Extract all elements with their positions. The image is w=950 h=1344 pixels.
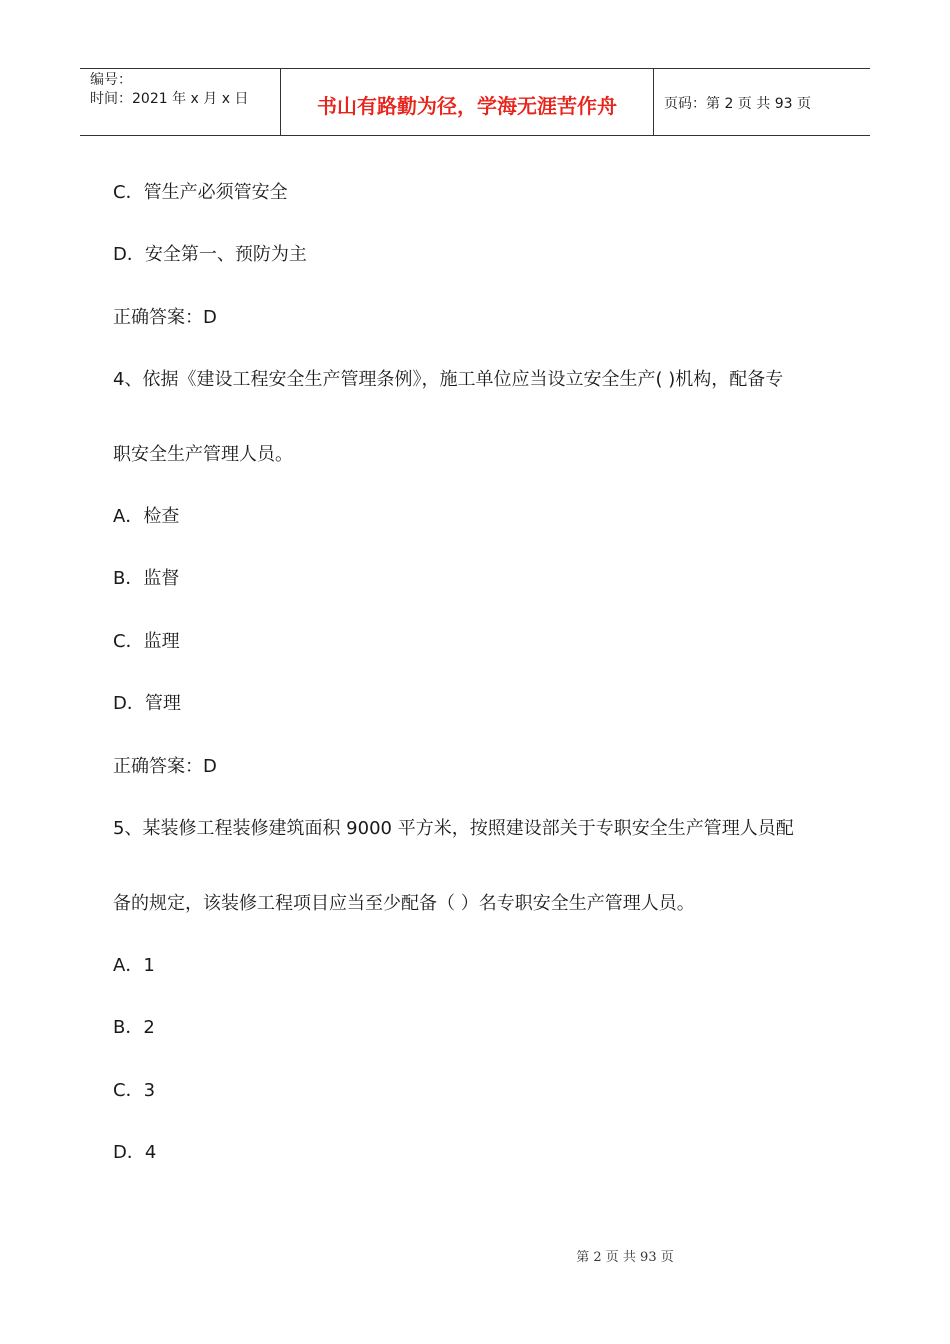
question-5-line-2: 备的规定，该装修工程项目应当至少配备（ ）名专职安全生产管理人员。 <box>113 893 695 914</box>
header-meta-cell <box>80 69 281 135</box>
option-b: B．2 <box>113 1017 155 1038</box>
option-c: C．管生产必须管安全 <box>113 182 288 203</box>
question-4-line-2: 职安全生产管理人员。 <box>113 444 293 465</box>
header-page-cell <box>654 69 870 135</box>
option-d: D．管理 <box>113 693 181 714</box>
question-5-line-1: 5、某装修工程装修建筑面积 9000 平方米，按照建设部关于专职安全生产管理人员配 <box>113 818 794 839</box>
option-d: D．安全第一、预防为主 <box>113 244 307 265</box>
option-b: B．监督 <box>113 568 180 589</box>
document-number-label: 编号： <box>90 72 132 88</box>
header-motto-cell <box>281 69 654 135</box>
answer-line: 正确答案：D <box>113 756 217 777</box>
page-header <box>80 68 870 136</box>
page-footer <box>0 1246 950 1265</box>
header-page-info: 页码：第 2 页 共 93 页 <box>664 96 811 112</box>
option-a: A．1 <box>113 955 155 976</box>
option-d: D．4 <box>113 1142 157 1163</box>
option-c: C．监理 <box>113 631 180 652</box>
option-c: C．3 <box>113 1080 156 1101</box>
footer-page-number: 第 2 页 共 93 页 <box>576 1250 674 1265</box>
header-motto: 书山有路勤为径，学海无涯苦作舟 <box>317 93 617 118</box>
question-4-line-1: 4、依据《建设工程安全生产管理条例》，施工单位应当设立安全生产( )机构，配备专 <box>113 369 784 390</box>
answer-line: 正确答案：D <box>113 307 217 328</box>
document-date: 时间：2021 年 x 月 x 日 <box>90 91 249 107</box>
option-a: A．检查 <box>113 506 180 527</box>
